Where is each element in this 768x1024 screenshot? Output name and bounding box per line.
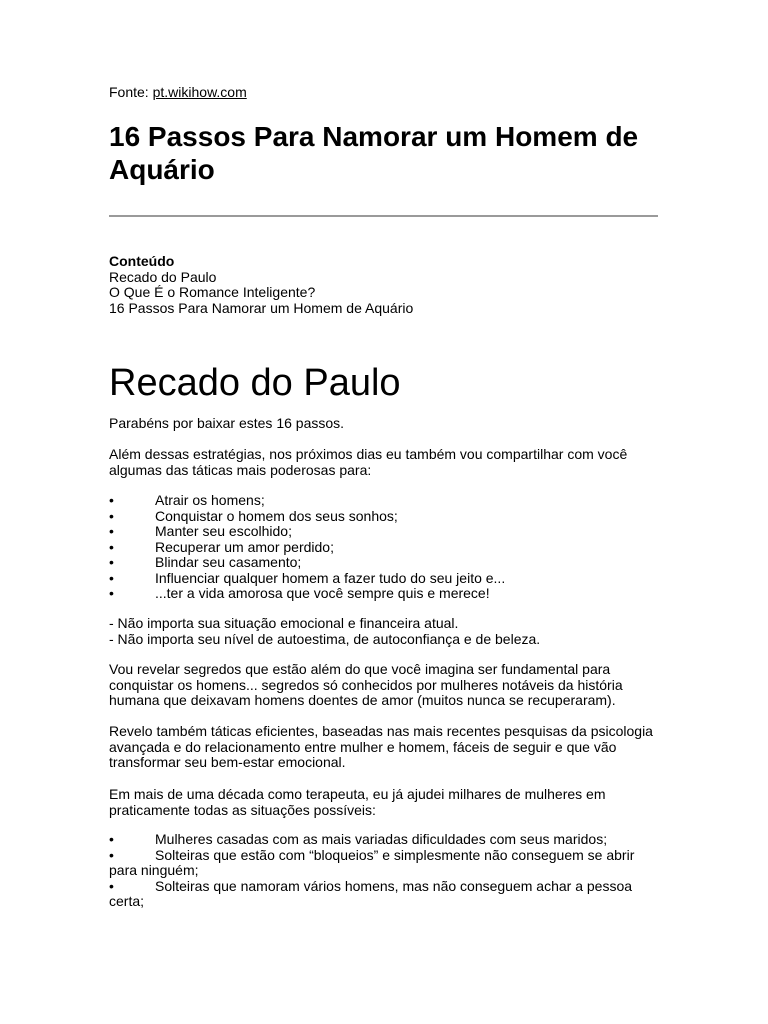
list-item: [109, 571, 654, 587]
bullet: •: [109, 877, 114, 894]
list-item-text: Conquistar o homem dos seus sonhos;: [155, 507, 398, 524]
list-item-text: Solteiras que estão com “bloqueios” e simplesmente não conseguem se abrir para ninguém;: [109, 846, 635, 878]
bullet: •: [109, 846, 114, 863]
list-item-text: Mulheres casadas com as mais variadas dificuldades com seus maridos;: [155, 831, 608, 847]
paragraph-strategies: Além dessas estratégias, nos próximos dias eu também vou compartilhar com você algumas das táticas mais poderosas para:: [109, 446, 628, 478]
list-item: [109, 524, 654, 540]
paragraph-intro: Parabéns por baixar estes 16 passos.: [109, 415, 345, 431]
list-item-text: Atrair os homens;: [155, 492, 265, 508]
list-item: [109, 879, 654, 910]
toc-heading: Conteúdo: [109, 253, 175, 269]
bullet: •: [109, 831, 114, 847]
table-of-contents: [109, 254, 413, 316]
title-divider: [109, 215, 658, 217]
notes-block: [109, 616, 654, 647]
note-line: - Não importa sua situação emocional e financeira atual.: [109, 615, 459, 631]
list-item-text: Solteiras que namoram vários homens, mas não conseguem achar a pessoa certa;: [109, 877, 633, 909]
note-line: - Não importa seu nível de autoestima, de autoconfiança e de beleza.: [109, 630, 541, 647]
list-item-text: Influenciar qualquer homem a fazer tudo do seu jeito e...: [155, 569, 506, 586]
list-item: [109, 540, 654, 556]
list-item: [109, 509, 654, 525]
source-link[interactable]: pt.wikihow.com: [152, 84, 247, 100]
bullet: •: [109, 492, 114, 508]
toc-item[interactable]: O Que É o Romance Inteligente?: [109, 284, 316, 300]
bullet: •: [109, 585, 114, 601]
situations-list: [109, 832, 654, 910]
bullet: •: [109, 554, 114, 570]
list-item: [109, 586, 654, 602]
paragraph-experience: Em mais de uma década como terapeuta, eu já ajudei milhares de mulheres em praticamente todas as situações possíveis:: [109, 786, 606, 818]
list-item-text: Blindar seu casamento;: [155, 554, 302, 570]
bullet: •: [109, 538, 114, 555]
bullet: •: [109, 569, 114, 586]
toc-item[interactable]: Recado do Paulo: [109, 268, 217, 285]
tactics-list: [109, 493, 654, 602]
list-item: [109, 832, 654, 848]
bullet: •: [109, 507, 114, 524]
document-title: 16 Passos Para Namorar um Homem de Aquário: [109, 121, 639, 185]
list-item-text: Recuperar um amor perdido;: [155, 538, 334, 555]
toc-item[interactable]: 16 Passos Para Namorar um Homem de Aquário: [109, 299, 414, 316]
paragraph-secrets: Vou revelar segredos que estão além do que você imagina ser fundamental para conquistar os homens... segredos só conhecidos por mulheres notáveis da história humana que deixavam homens doentes de amor (muitos nunca se recuperaram).: [109, 661, 623, 708]
list-item: [109, 555, 654, 571]
list-item: [109, 848, 654, 879]
list-item-text: Manter seu escolhido;: [155, 523, 292, 539]
section-heading: Recado do Paulo: [109, 362, 401, 404]
source-line: [109, 85, 247, 101]
list-item: [109, 493, 654, 509]
bullet: •: [109, 523, 114, 539]
list-item-text: ...ter a vida amorosa que você sempre quis e merece!: [155, 585, 490, 601]
paragraph-tactics: Revelo também táticas eficientes, baseadas nas mais recentes pesquisas da psicologia avançada e do relacionamento entre mulher e homem, fáceis de seguir e que vão transformar seu bem-estar emocional.: [109, 723, 653, 770]
source-label: Fonte:: [109, 84, 153, 100]
